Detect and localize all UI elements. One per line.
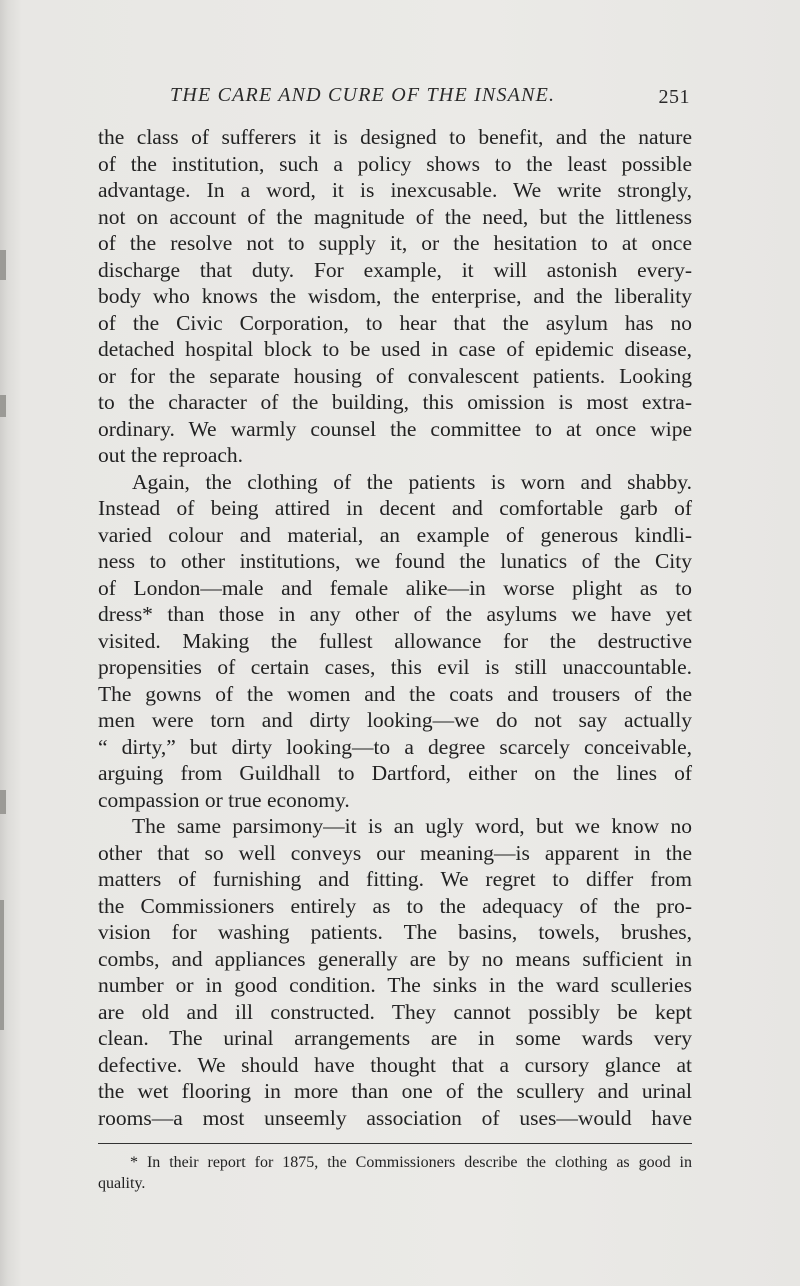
text-line: ness to other institutions, we found the lunatics of the City [98,549,692,573]
text-line: The same parsimony—it is an ugly word, but we know no [132,814,692,838]
text-line: of London—male and female alike—in worse plight as to [98,575,692,600]
text-line: the class of sufferers it is designed to benefit, and the nature [98,125,692,149]
text-line: arguing from Guildhall to Dartford, either on the lines of [98,761,692,785]
binding-shadow [0,900,4,1030]
text-line: or for the separate housing of convalescent patients. Looking [98,363,692,388]
text-line: dress* than those in any other of the asylums we have yet [98,602,692,626]
text-line: clean. The urinal arrangements are in some wards very [98,1026,692,1050]
text-line: The gowns of the women and the coats and trousers of the [98,681,692,706]
binding-shadow [0,790,6,814]
text-line: men were torn and dirty looking—we do not say actually [98,708,692,732]
text-line: propensities of certain cases, this evil is still unaccountable. [98,655,692,679]
text-line: to the character of the building, this omission is most extra- [98,390,692,414]
text-line: discharge that duty. For example, it will astonish every- [98,257,692,282]
text-line: vision for washing patients. The basins, towels, brushes, [98,920,692,944]
text-line: matters of furnishing and fitting. We regret to differ from [98,867,692,891]
text-line: rooms—a most unseemly association of uses—would have [98,1105,692,1130]
text-line: not on account of the magnitude of the need, but the littleness [98,204,692,229]
text-line: defective. We should have thought that a cursory glance at [98,1052,692,1077]
text-line: are old and ill constructed. They cannot possibly be kept [98,999,692,1024]
text-line: detached hospital block to be used in case of epidemic disease, [98,337,692,361]
footnote-line: quality. [98,1175,146,1192]
text-line: compassion or true economy. [98,787,350,812]
running-title: THE CARE AND CURE OF THE INSANE. [170,84,556,106]
text-line: number or in good condition. The sinks in the ward sculleries [98,973,692,997]
text-line: of the resolve not to supply it, or the hesitation to at once [98,231,692,255]
text-line: out the reproach. [98,443,244,467]
binding-shadow [0,395,6,417]
text-line: Instead of being attired in decent and comfortable garb of [98,496,692,520]
text-line: visited. Making the fullest allowance for the destructive [98,628,692,653]
footnote-divider [98,1143,692,1144]
text-line: of the Civic Corporation, to hear that the asylum has no [98,310,692,335]
text-line: combs, and appliances generally are by no means sufficient in [98,946,692,971]
running-header [170,84,690,110]
footnote [98,1152,692,1194]
text-line: advantage. In a word, it is inexcusable. We write strongly, [98,178,692,202]
text-line: other that so well conveys our meaning—is apparent in the [98,840,692,865]
binding-shadow [0,250,6,280]
text-line: of the institution, such a policy shows to the least possible [98,151,692,176]
text-line: Again, the clothing of the patients is worn and shabby. [132,469,692,494]
text-line: the Commissioners entirely as to the adequacy of the pro- [98,893,692,918]
text-line: ordinary. We warmly counsel the committee to at once wipe [98,416,692,441]
page-number: 251 [658,86,690,108]
text-line: varied colour and material, an example of generous kindli- [98,522,692,547]
text-line: the wet flooring in more than one of the scullery and urinal [98,1079,692,1103]
footnote-line: * In their report for 1875, the Commissioners describe the clothing as good in [130,1154,692,1171]
text-line: “ dirty,” but dirty looking—to a degree scarcely conceivable, [98,734,692,759]
text-line: body who knows the wisdom, the enterprise, and the liberality [98,284,692,308]
body-text [98,124,692,1131]
